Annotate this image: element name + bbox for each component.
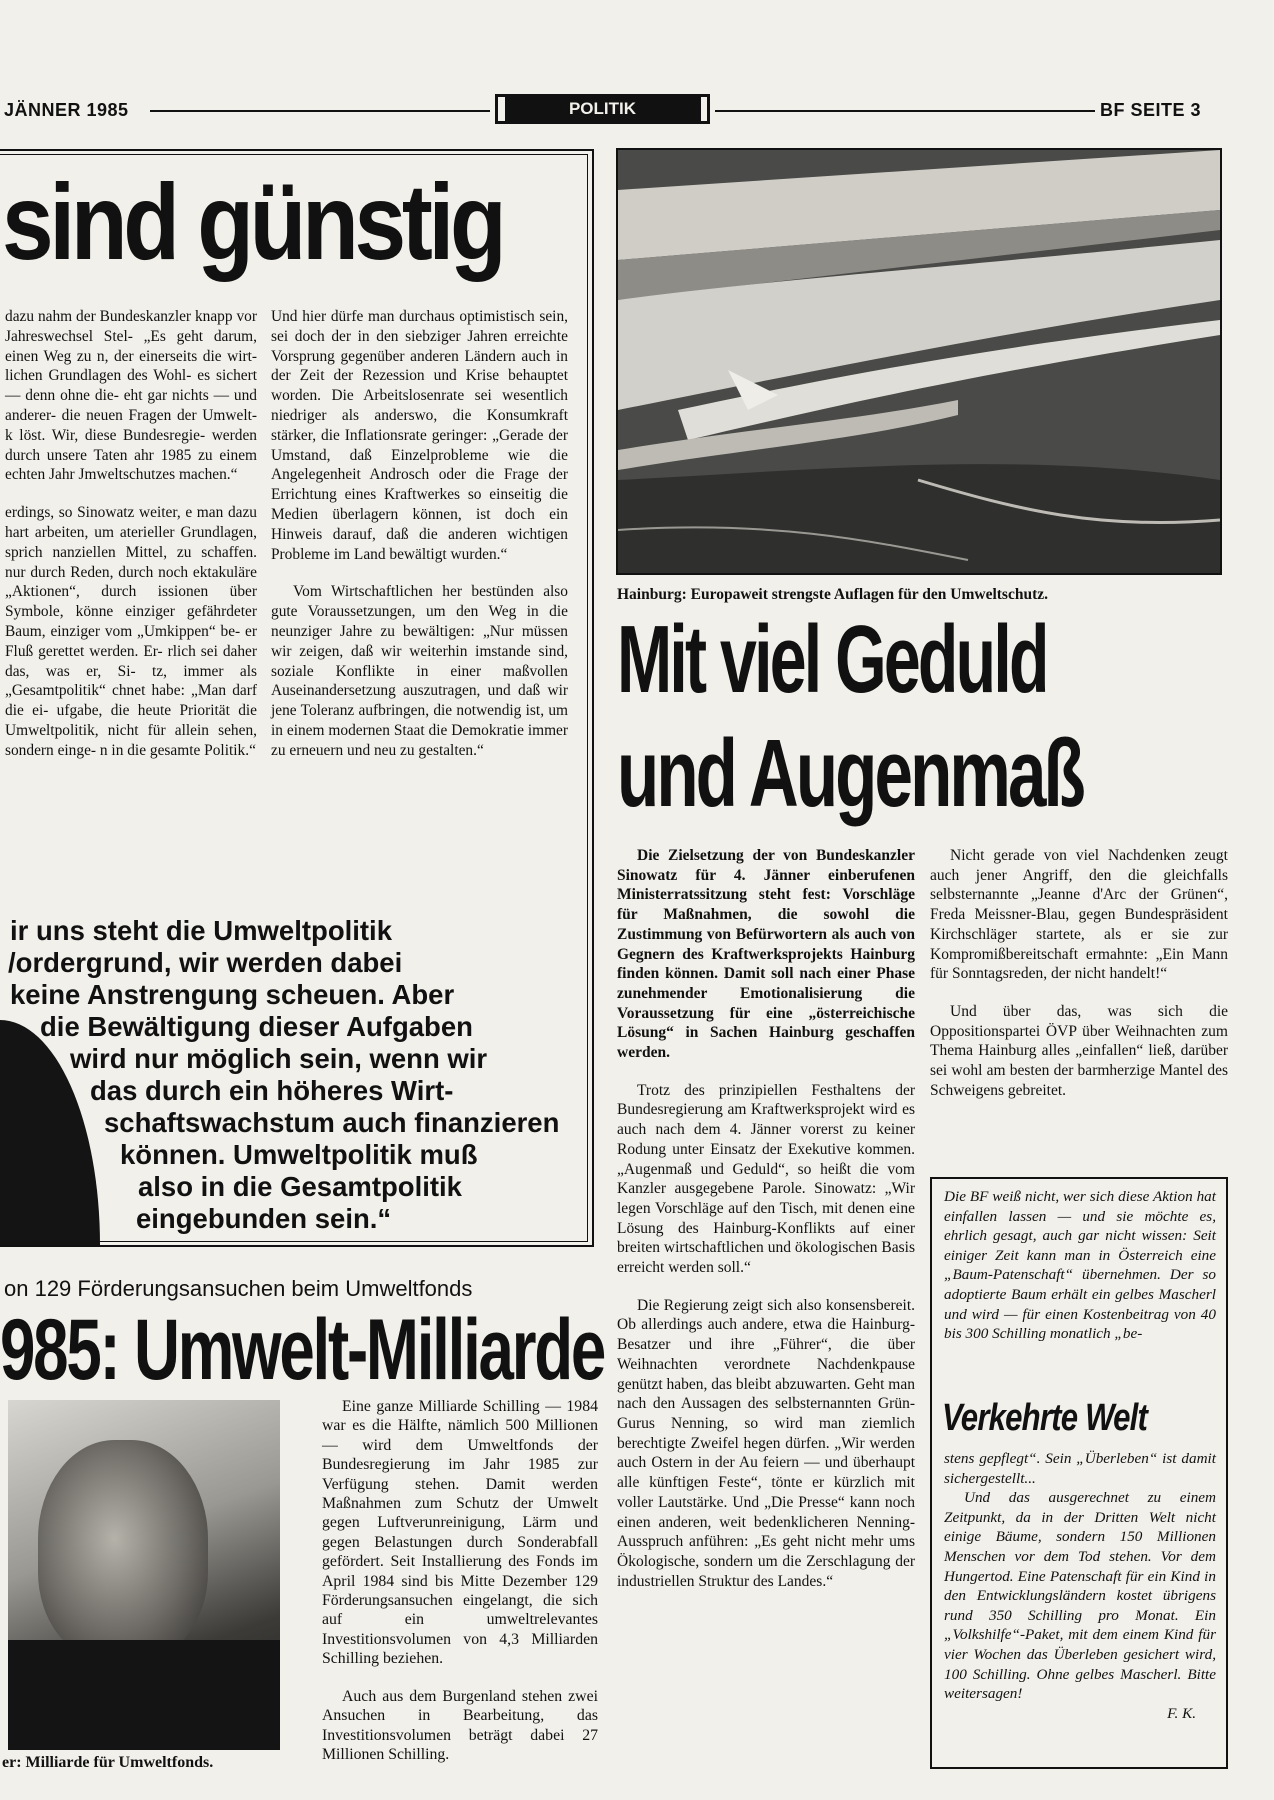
commentary-paragraph-1: stens gepflegt“. Sein „Überleben“ ist damit sichergestellt... — [944, 1450, 1216, 1487]
article3-column-1 — [617, 846, 915, 1591]
portrait-caption: er: Milliarde für Umweltfonds. — [2, 1754, 214, 1771]
article2-body — [322, 1397, 598, 1764]
article1-col1-paragraph-1: dazu nahm der Bundeskanzler knapp vor Jahreswechsel Stel- „Es geht darum, einen Weg zu n, der einerseits die wirt- lichen Grundlagen des Wohl- es sichert — denn ohne die- eht gar nichts — und anderer- die neuen Fragen der Umwelt- k löst. Wir, diese Bundesregie- werden durch unsere Taten ahr 1985 zu einem echten Jahr Jmweltschutzes machen.“ — [5, 308, 257, 484]
portrait-jacket — [8, 1640, 280, 1750]
hainburg-photo-caption: Hainburg: Europaweit strengste Auflagen für den Umweltschutz. — [617, 586, 1048, 603]
article3-col1-paragraph-1: Trotz des prinzipiellen Festhaltens der Bundesregierung am Kraftwerksprojekt wird es auch nach dem 4. Jänner vorerst zu keiner Rodung unter Einsatz der Exekutive kommen. „Augenmaß und Geduld“, so heißt die vom Kanzler ausgegebene Parole. Sinowatz: „Wir legen Vorschläge auf den Tisch, mit denen eine Lösung des Hainburg-Konflikts auf einer breiten wirtschaftlichen und ökologischen Basis erreicht werden soll.“ — [617, 1081, 915, 1277]
portrait-head — [38, 1440, 208, 1660]
quote-line-1: ir uns steht die Umweltpolitik — [10, 915, 392, 946]
section-label — [495, 94, 710, 124]
article2-headline: 985: Umwelt-Milliarde — [0, 1302, 605, 1398]
quote-line-6: das durch ein höheres Wirt- — [90, 1075, 454, 1106]
portrait-photo — [8, 1400, 280, 1750]
quote-line-8: können. Umweltpolitik muß — [120, 1139, 478, 1170]
article1-col2-paragraph-2: Vom Wirtschaftlichen her bestünden also gute Voraussetzungen, um den Weg in die neunziger Jahre zu bewältigen: „Nur müssen wir zeigen, daß wir weiterhin imstande sind, soziale Konflikte in einer maßvollen Auseinandersetzung auszutragen, und daß wir jene Toleranz aufbringen, die notwendig ist, um in einem modernen Staat die Demokratie immer zu erneuern und neu zu gestalten.“ — [271, 583, 568, 759]
hainburg-aerial-illustration — [618, 150, 1220, 573]
commentary-intro: Die BF weiß nicht, wer sich diese Aktion hat einfallen lassen — und sie möchte es, ehrlich gesagt, auch gar nicht wissen: Seit einiger Zeit kann man in Österreich eine „Baum-Patenschaft“ übernehmen. Der so adoptierte Baum erhält ein gelbes Mascherl und wird — für einen Kostenbeitrag von 40 bis 300 Schilling monatlich „be- — [944, 1188, 1216, 1343]
commentary-title: Verkehrte Welt — [942, 1397, 1147, 1439]
article3-col2-paragraph-1: Nicht gerade von viel Nachdenken zeugt auch jener Angriff, den die gleichfalls selbsternannte „Jeanne d'Arc der Grünen“, Freda Meissner-Blau, gegen Bundespräsident Kirchschläger startete, als er sie zur Kompromißbereitschaft ermahnte: „Ein Mann für Sonntagsreden, der nicht handelt!“ — [930, 847, 1228, 983]
article2-paragraph-2: Auch aus dem Burgenland stehen zwei Ansuchen in Bearbeitung, das Investitionsvolumen beträgt dabei 27 Millionen Schilling. — [322, 1687, 598, 1763]
article3-col1-paragraph-2: Die Regierung zeigt sich also konsensbereit. Ob allerdings auch andere, etwa die Hainburg-Besatzer und ihre „Führer“, die über Weihnachten verordnete Nachdenkpause genützt haben, das bleibt abzuwarten. Geht man nach den Aussagen des selbsternannten Grün-Gurus Nenning, so wird man ziemlich berechtigte Zweifel hegen dürfen. „Wir werden auch Ostern in der Au feiern — und überhaupt alle künftigen Feste“, tönte er kürzlich mit voller Lautstärke. Und „Die Presse“ kann noch einen anderen, weit bedenklicheren Nenning-Ausspruch anführen: „Es geht nicht mehr ums Ökologische, sondern um die Zerschlagung der industriellen Struktur des Landes.“ — [617, 1296, 915, 1590]
header-rule-left — [150, 110, 490, 112]
commentary-paragraph-2: Und das ausgerechnet zu einem Zeitpunkt, da in der Dritten Welt nicht einige Bäume, sondern 150 Millionen Menschen vor dem Tod stehen. Vor dem Hungertod. Eine Patenschaft für ein Kind in den Entwicklungsländern kostet übrigens rund 350 Schilling pro Monat. Ein „Volkshilfe“-Paket, mit dem einem Kind für vier Wochen das Überleben gesichert wird, 100 Schilling. Ohne gelbes Mascherl. Bitte weitersagen! — [944, 1489, 1216, 1703]
commentary-box — [930, 1177, 1228, 1769]
quote-line-7: schaftswachstum auch finanzieren — [104, 1107, 560, 1138]
quote-line-4: die Bewältigung dieser Aufgaben — [40, 1011, 473, 1042]
article3-lead: Die Zielsetzung der von Bundeskanzler Sinowatz für 4. Jänner einberufenen Ministerratssitzung steht fest: Vorschläge für Maßnahmen, die sowohl die Zustimmung von Befürwortern als auch von Gegnern des Kraftwerksprojekts Hainburg finden können. Damit soll nach einer Phase zunehmender Emotionalisierung die Voraussetzung für eine „österreichische Lösung“ in Sachen Hainburg geschaffen werden. — [617, 847, 915, 1062]
article1-col2-paragraph-1: Und hier dürfe man durchaus optimistisch sein, sei doch der in den siebziger Jahren erreichte Vorsprung gegenüber anderen Ländern auch in der Zeit der Rezession und Krise behauptet worden. Die Arbeitslosenrate sei wesentlich niedriger als anderswo, die Konsumkraft stärker, die Inflationsrate geringer: „Gerade der Umstand, daß Einzelprobleme wie die Angelegenheit Androsch oder die Frage der Errichtung eines Kraftwerkes so einseitig die Medien überlagern können, ist doch ein Hinweis darauf, daß die anderen wichtigen Probleme im Land bewältigt wurden.“ — [271, 308, 568, 563]
quote-line-3: keine Anstrengung scheuen. Aber — [10, 979, 455, 1010]
article1-col1-paragraph-2: erdings, so Sinowatz weiter, e man dazu hart arbeiten, um aterieller Grundlagen, sprich nanziellen Mittel, zu schaffen. nur durch Reden, durch noch ektakuläre „Aktionen“, durch issionen über Symbole, könne einziger gefährdeter Baum, einziger vom „Umkippen“ be- er Fluß gerettet werden. Er- rlich sei daher das, was er, Si- tz, immer als „Gesamtpolitik“ chnet habe: „Man darf die ei- ufgabe, die heute Priorität die Umweltpolitik, nicht für allein sehen, sondern einge- n in die gesamte Politik.“ — [5, 504, 257, 759]
article2-kicker: on 129 Förderungsansuchen beim Umweltfonds — [4, 1276, 473, 1301]
quote-line-9: also in die Gesamtpolitik — [138, 1171, 462, 1202]
article3-col2-paragraph-2: Und über das, was sich die Oppositionspartei ÖVP über Weihnachten zum Thema Hainburg alles „einfallen“ ließ, darüber sei wohl am besten der barmherzige Mantel des Schweigens gebreitet. — [930, 1002, 1228, 1099]
article1-column-2 — [271, 307, 568, 761]
quote-line-5: wird nur möglich sein, wenn wir — [70, 1043, 488, 1074]
article1-headline: sind günstig — [2, 161, 503, 282]
article1-column-1 — [5, 307, 257, 761]
section-label-text: POLITIK — [505, 97, 701, 121]
article3-headline-line-2: und Augenmaß — [617, 720, 1083, 827]
commentary-signature: F. K. — [1167, 1704, 1196, 1722]
article3-headline-line-1: Mit viel Geduld — [617, 606, 1047, 713]
issue-date: JÄNNER 1985 — [4, 100, 129, 120]
page-number: BF SEITE 3 — [1100, 100, 1202, 120]
hainburg-photo — [616, 148, 1222, 575]
article2-paragraph-1: Eine ganze Milliarde Schilling — 1984 war es die Hälfte, nämlich 500 Millionen — wird dem Umweltfonds der Bundesregierung im Jahr 1985 zur Verfügung stehen. Damit werden Maßnahmen zum Schutz der Umwelt gegen Luftverunreinigung, Lärm und gegen Belastungen durch Sonderabfall gefördert. Seit Installierung des Fonds im April 1984 sind bis Mitte Dezember 129 Förderungsansuchen eingelangt, die sich auf ein umweltrelevantes Investitionsvolumen von 4,3 Milliarden Schilling beziehen. — [322, 1398, 598, 1668]
header-rule-right — [715, 110, 1095, 112]
commentary-continuation — [944, 1449, 1216, 1723]
quote-line-10: eingebunden sein.“ — [136, 1203, 392, 1234]
quote-line-2: /ordergrund, wir werden dabei — [8, 947, 403, 978]
article3-column-2 — [930, 846, 1228, 1100]
